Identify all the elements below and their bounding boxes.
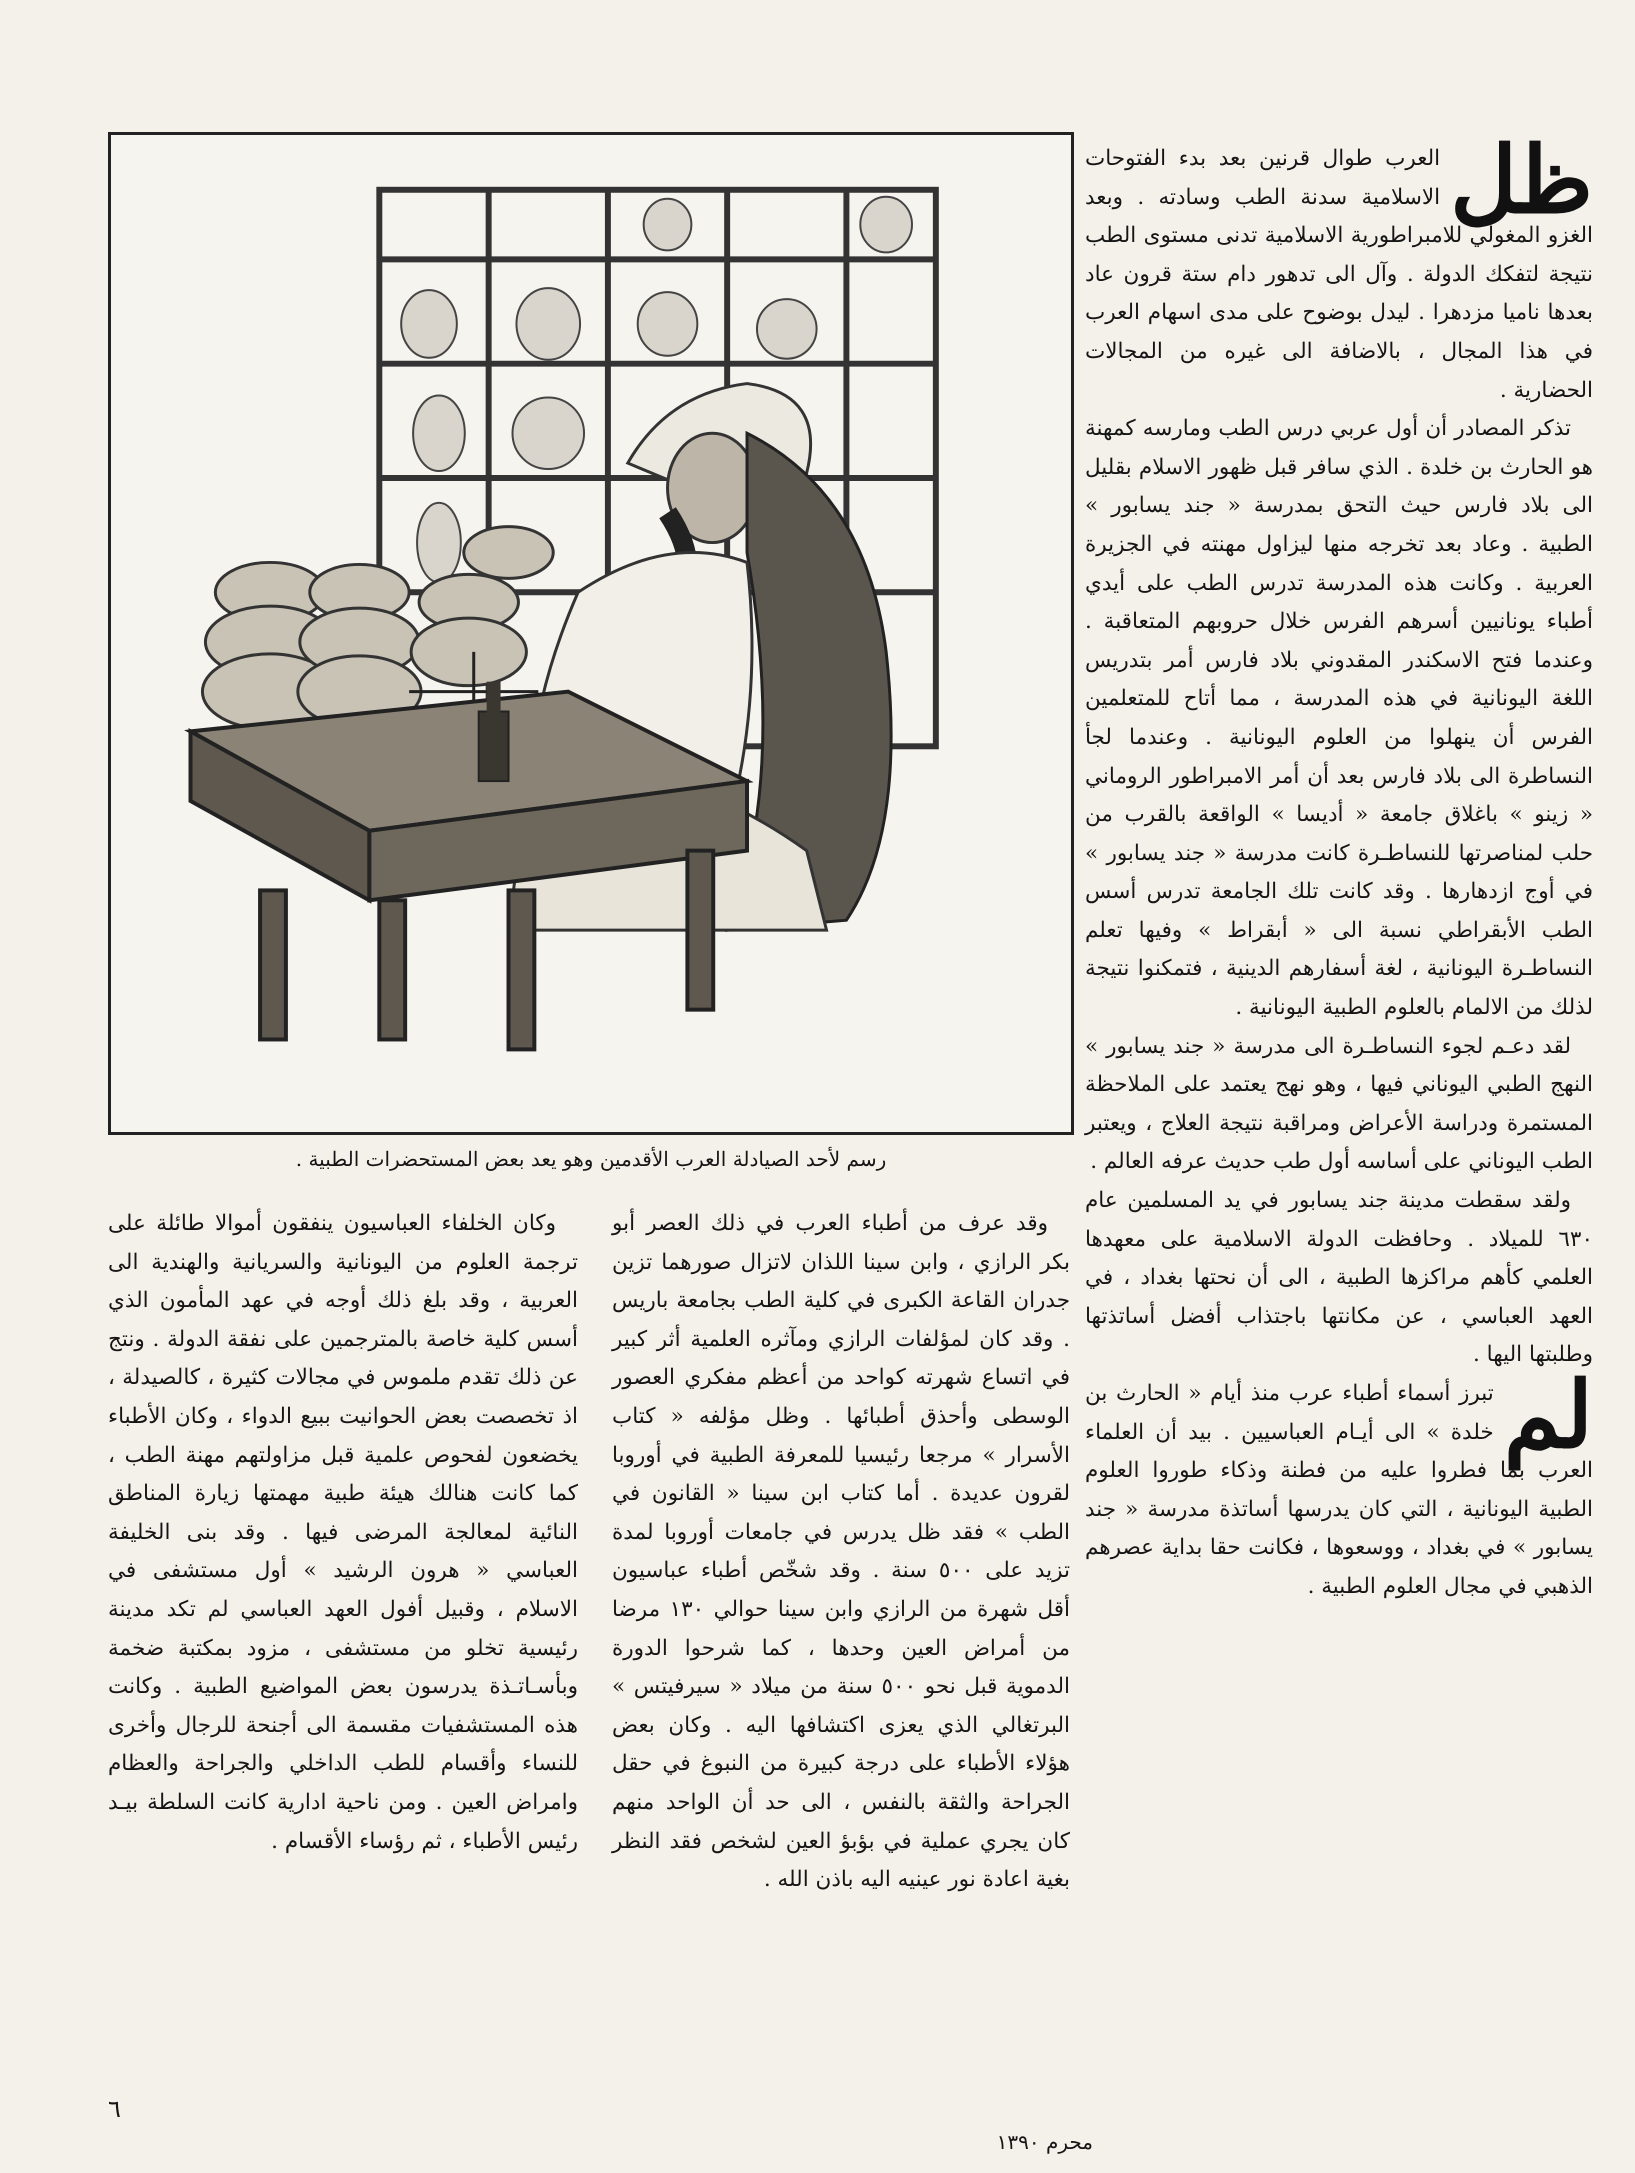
article-column-middle	[612, 1205, 1070, 1900]
illustration-image	[111, 135, 1071, 1132]
paragraph: ظل العرب طوال قرنين بعد بدء الفتوحات الاسلامية سدنة الطب وسادته . وبعد الغزو المغولي للامبراطورية الاسلامية تدنى مستوى الطب نتيجة لتفكك الدولة . وآل الى تدهور دام ستة قرون عاد بعدها ناميا مزدهرا . ليدل بوضوح على مدى اسهام العرب في هذا المجال ، بالاضافة الى غيره من المجالات الحضارية .	[1085, 126, 1593, 403]
paragraph: وكان الخلفاء العباسيون ينفقون أموالا طائلة على ترجمة العلوم من اليونانية والسريانية والهندية الى العربية ، وقد بلغ ذلك أوجه في عهد المأمون الذي أسس كلية خاصة بالمترجمين على نفقة الدولة . ونتج عن ذلك تقدم ملموس في مجالات كثيرة ، كالصيدلة ، اذ تخصصت بعض الحوانيت ببيع الدواء ، وكان الأطباء يخضعون لفحوص علمية قبل مزاولتهم مهنة الطب ، كما كانت هنالك هيئة طبية مهمتها زيارة المناطق النائية لمعالجة المرضى فيها . وقد بنى الخليفة العباسي « هرون الرشيد » أول مستشفى في الاسلام ، وقبيل أفول العهد العباسي لم تكد مدينة رئيسية تخلو من مستشفى ، مزود بمكتبة ضخمة وبأسـاتـذة يدرسون بعض المواضيع الطبية . وكانت هذه المستشفيات مقسمة الى أجنحة للرجال وأخرى للنساء وأقسام للطب الداخلي والجراحة والعظام وامراض العين . ومن ناحية ادارية كانت السلطة بيـد رئيس الأطباء ، ثم رؤساء الأقسام .	[108, 1211, 578, 1854]
pharmacist-illustration	[108, 132, 1074, 1135]
figure-caption: رسم لأحد الصيادلة العرب الأقدمين وهو يعد بعض المستحضرات الطبية .	[295, 1147, 887, 1171]
page-number: ٦	[108, 2095, 121, 2123]
paragraph: لقد دعـم لجوء النساطـرة الى مدرسة « جند يسابور » النهج الطبي اليوناني فيها ، وهو نهج يعتمد على الملاحظة المستمرة ودراسة الأعراض ومراقبة نتيجة العلاج ، ويعتبر الطب اليوناني على أساسه أول طب حديث عرفه العالم .	[1085, 1033, 1593, 1175]
paragraph: لم تبرز أسماء أطباء عرب منذ أيام « الحارث بن خلدة » الى أيـام العباسيين . بيد أن العلماء العرب بما فطروا عليه من فطنة وذكاء طوروا العلوم الطبية اليونانية ، التي كان يدرسها أساتذة مدرسة « جند يسابور » في بغداد ، ووسعوها ، فكانت حقا بداية عصرهم الذهبي في مجال العلوم الطبية .	[1085, 1361, 1593, 1599]
paragraph: تذكر المصادر أن أول عربي درس الطب ومارسه كمهنة هو الحارث بن خلدة . الذي سافر قبل ظهور الاسلام بقليل الى بلاد فارس حيث التحق بمدرسة « جند يسابور » الطبية . وعاد بعد تخرجه منها ليزاول مهنته في الجزيرة العربية . وكانت هذه المدرسة تدرس الطب على أيدي أطباء يونانيين أسرهم الفرس خلال حروبهم المتعاقبة . وعندما فتح الاسكندر المقدوني بلاد فارس أمر بتدريس اللغة اليونانية في هذه المدرسة ، مما أتاح للمتعلمين الفرس أن ينهلوا من العلوم اليونانية . وعندما لجأ النساطرة الى بلاد فارس بعد أن أمر الامبراطور الروماني « زينو » باغلاق جامعة « أديسا » الواقعة بالقرب من حلب لمناصرتها للنساطـرة كانت مدرسة « جند يسابور » في أوج ازدهارها . وقد كانت تلك الجامعة تدرس أسس الطب الأبقراطي نسبة الى « أبقراط » وفيها تعلم النساطـرة اليونانية ، لغة أسفارهم الدينية ، فتمكنوا نتيجة لذلك من الالمام بالعلوم الطبية اليونانية .	[1085, 416, 1593, 1021]
drop-cap: ظل	[1450, 126, 1593, 234]
article-column-left	[108, 1205, 578, 1861]
issue-date: محرم ١٣٩٠	[996, 2130, 1093, 2154]
paragraph: وقد عرف من أطباء العرب في ذلك العصر أبو بكر الرازي ، وابن سينا اللذان لاتزال صورهما تزين جدران القاعة الكبرى في كلية الطب بجامعة باريس . وقد كان لمؤلفات الرازي ومآثره العلمية أثر كبير في اتساع شهرته كواحد من أعظم مفكري العصور الوسطى وأحذق أطبائها . وظل مؤلفه « كتاب الأسرار » مرجعا رئيسيا للمعرفة الطبية في أوروبا لقرون عديدة . أما كتاب ابن سينا « القانون في الطب » فقد ظل يدرس في جامعات أوروبا لمدة تزيد على ٥٠٠ سنة . وقد شخّص أطباء عباسيون أقل شهرة من الرازي وابن سينا حوالي ١٣٠ مرضا من أمراض العين وحدها ، كما شرحوا الدورة الدموية قبل نحو ٥٠٠ سنة من ميلاد « سيرفيتس » البرتغالي الذي يعزى اكتشافها اليه . وكان بعض هؤلاء الأطباء على درجة كبيرة من النبوغ في حقل الجراحة والثقة بالنفس ، الى حد أن الواحد منهم كان يجري عملية في بؤبؤ العين لشخص فقد النظر بغية اعادة نور عينيه اليه باذن الله .	[612, 1211, 1071, 1893]
article-column-right	[1085, 126, 1593, 1607]
drop-cap: لم	[1503, 1361, 1593, 1469]
paragraph: ولقد سقطت مدينة جند يسابور في يد المسلمين عام ٦٣٠ للميلاد . وحافظت الدولة الاسلامية على معهدها العلمي كأهم مراكزها الطبية ، الى أن نحتها بغداد ، في العهد العباسي ، عن مكانتها باجتذاب أفضل أساتذتها وطلبتها اليها .	[1085, 1188, 1593, 1368]
